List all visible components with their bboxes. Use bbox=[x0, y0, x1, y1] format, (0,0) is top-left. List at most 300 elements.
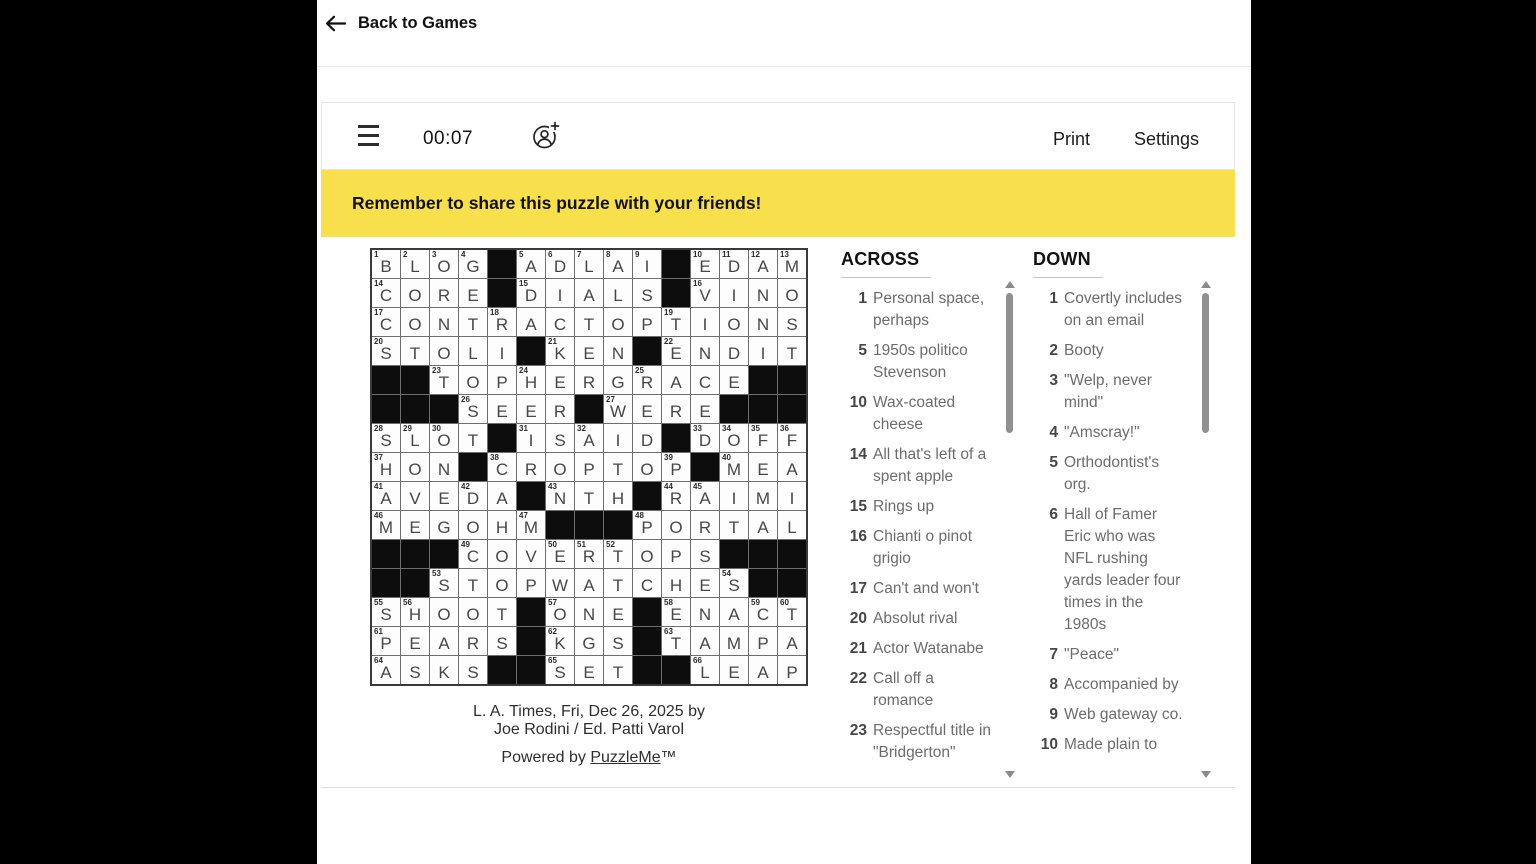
grid-cell[interactable] bbox=[633, 511, 661, 539]
clue-item[interactable] bbox=[841, 288, 1001, 332]
back-to-games-link[interactable] bbox=[325, 14, 477, 33]
grid-cell[interactable] bbox=[488, 337, 516, 365]
grid-cell[interactable] bbox=[720, 598, 748, 626]
grid-cell[interactable] bbox=[720, 279, 748, 307]
grid-cell-black bbox=[575, 395, 603, 423]
grid-cell[interactable] bbox=[459, 598, 487, 626]
back-arrow-icon bbox=[325, 15, 346, 32]
clue-item[interactable] bbox=[841, 526, 1001, 570]
clue-item[interactable] bbox=[1033, 704, 1188, 726]
grid-cell-black bbox=[778, 569, 806, 597]
clue-number: 14 bbox=[849, 446, 867, 463]
cell-letter: E bbox=[699, 402, 711, 421]
grid-cell[interactable] bbox=[546, 366, 574, 394]
grid-cell[interactable] bbox=[691, 656, 719, 684]
grid-cell[interactable] bbox=[372, 279, 400, 307]
grid-cell[interactable] bbox=[778, 453, 806, 481]
grid-cell[interactable] bbox=[430, 482, 458, 510]
across-clue-list[interactable] bbox=[841, 288, 1001, 780]
grid-cell[interactable] bbox=[662, 482, 690, 510]
grid-cell[interactable] bbox=[575, 482, 603, 510]
grid-cell[interactable] bbox=[662, 395, 690, 423]
grid-cell[interactable] bbox=[691, 308, 719, 336]
grid-cell[interactable] bbox=[691, 598, 719, 626]
grid-cell[interactable] bbox=[778, 656, 806, 684]
cell-letter: W bbox=[551, 576, 569, 595]
cell-number: 1 bbox=[374, 250, 379, 259]
cell-letter: A bbox=[728, 605, 740, 624]
grid-cell[interactable] bbox=[604, 453, 632, 481]
grid-cell[interactable] bbox=[430, 569, 458, 597]
grid-cell[interactable] bbox=[749, 337, 777, 365]
grid-cell[interactable] bbox=[488, 482, 516, 510]
grid-cell[interactable] bbox=[459, 569, 487, 597]
grid-cell[interactable] bbox=[749, 627, 777, 655]
scroll-down-arrow-icon[interactable] bbox=[1201, 771, 1211, 778]
grid-cell[interactable] bbox=[575, 424, 603, 452]
grid-cell[interactable] bbox=[372, 511, 400, 539]
grid-cell[interactable] bbox=[372, 598, 400, 626]
grid-cell[interactable] bbox=[575, 453, 603, 481]
clue-number: 21 bbox=[849, 640, 867, 657]
cell-letter: T bbox=[670, 634, 682, 653]
grid-cell[interactable] bbox=[517, 308, 545, 336]
grid-cell[interactable] bbox=[604, 482, 632, 510]
grid-cell[interactable] bbox=[401, 511, 429, 539]
grid-cell[interactable] bbox=[604, 395, 632, 423]
grid-cell[interactable] bbox=[546, 627, 574, 655]
grid-cell[interactable] bbox=[372, 424, 400, 452]
grid-cell[interactable] bbox=[488, 627, 516, 655]
grid-cell[interactable] bbox=[691, 569, 719, 597]
grid-cell[interactable] bbox=[778, 627, 806, 655]
clue-item[interactable] bbox=[1033, 422, 1188, 444]
clue-item[interactable] bbox=[1033, 452, 1188, 496]
clue-text: Actor Watanabe bbox=[873, 640, 984, 657]
grid-cell[interactable] bbox=[430, 424, 458, 452]
grid-cell[interactable] bbox=[633, 540, 661, 568]
scroll-up-arrow-icon[interactable] bbox=[1005, 281, 1015, 288]
grid-cell[interactable] bbox=[546, 540, 574, 568]
grid-cell[interactable] bbox=[720, 511, 748, 539]
cell-number: 59 bbox=[751, 598, 760, 607]
grid-cell[interactable] bbox=[459, 279, 487, 307]
grid-cell[interactable] bbox=[401, 453, 429, 481]
grid-cell[interactable] bbox=[575, 366, 603, 394]
clue-item[interactable] bbox=[1033, 504, 1188, 636]
grid-cell[interactable] bbox=[459, 308, 487, 336]
grid-cell-black bbox=[749, 395, 777, 423]
grid-cell[interactable] bbox=[749, 656, 777, 684]
grid-cell[interactable] bbox=[488, 569, 516, 597]
cell-letter: R bbox=[669, 402, 683, 421]
cell-letter: N bbox=[698, 344, 712, 363]
grid-cell[interactable] bbox=[778, 308, 806, 336]
grid-cell[interactable] bbox=[633, 424, 661, 452]
grid-cell[interactable] bbox=[430, 656, 458, 684]
grid-cell[interactable] bbox=[662, 337, 690, 365]
grid-cell[interactable] bbox=[575, 598, 603, 626]
down-scrollbar-thumb[interactable] bbox=[1202, 293, 1209, 433]
grid-cell[interactable] bbox=[604, 540, 632, 568]
cell-letter: C bbox=[698, 373, 712, 392]
cell-letter: N bbox=[756, 315, 770, 334]
grid-cell[interactable] bbox=[372, 482, 400, 510]
grid-cell[interactable] bbox=[430, 308, 458, 336]
clue-item[interactable] bbox=[1033, 370, 1188, 414]
grid-cell[interactable] bbox=[546, 453, 574, 481]
grid-cell[interactable] bbox=[691, 540, 719, 568]
grid-cell[interactable] bbox=[575, 656, 603, 684]
cell-letter: B bbox=[380, 257, 392, 276]
grid-cell[interactable] bbox=[401, 337, 429, 365]
grid-cell[interactable] bbox=[691, 279, 719, 307]
grid-cell[interactable] bbox=[459, 395, 487, 423]
clue-item[interactable] bbox=[1033, 644, 1188, 666]
grid-cell[interactable] bbox=[488, 540, 516, 568]
grid-cell[interactable] bbox=[778, 424, 806, 452]
grid-cell[interactable] bbox=[430, 598, 458, 626]
grid-cell[interactable] bbox=[546, 279, 574, 307]
grid-cell[interactable] bbox=[749, 598, 777, 626]
clue-text: "Welp, never mind" bbox=[1064, 372, 1152, 411]
grid-cell[interactable] bbox=[459, 366, 487, 394]
cell-number: 27 bbox=[606, 395, 615, 404]
grid-cell[interactable] bbox=[778, 337, 806, 365]
cell-letter: D bbox=[524, 286, 538, 305]
grid-cell[interactable] bbox=[546, 250, 574, 278]
grid-cell[interactable] bbox=[575, 337, 603, 365]
grid-cell[interactable] bbox=[372, 337, 400, 365]
grid-cell[interactable] bbox=[691, 627, 719, 655]
grid-cell[interactable] bbox=[430, 366, 458, 394]
grid-cell[interactable] bbox=[720, 424, 748, 452]
clue-text: Covertly includes on an email bbox=[1064, 290, 1183, 329]
grid-cell[interactable] bbox=[459, 337, 487, 365]
grid-cell[interactable] bbox=[401, 279, 429, 307]
grid-cell[interactable] bbox=[546, 598, 574, 626]
grid-cell[interactable] bbox=[778, 598, 806, 626]
grid-cell[interactable] bbox=[459, 424, 487, 452]
grid-cell[interactable] bbox=[575, 279, 603, 307]
grid-cell[interactable] bbox=[517, 279, 545, 307]
clue-item[interactable] bbox=[1033, 288, 1188, 332]
cell-number: 62 bbox=[548, 627, 557, 636]
grid-cell[interactable] bbox=[372, 250, 400, 278]
grid-cell[interactable] bbox=[662, 366, 690, 394]
clue-item[interactable] bbox=[1033, 734, 1188, 756]
grid-cell[interactable] bbox=[517, 511, 545, 539]
puzzleme-link[interactable]: PuzzleMe bbox=[590, 749, 661, 766]
down-heading: DOWN bbox=[1033, 249, 1103, 278]
grid-cell[interactable] bbox=[633, 308, 661, 336]
cell-letter: L bbox=[468, 344, 478, 363]
cell-letter: O bbox=[785, 286, 799, 305]
grid-cell[interactable] bbox=[459, 540, 487, 568]
cell-letter: S bbox=[496, 634, 508, 653]
grid-cell[interactable] bbox=[720, 453, 748, 481]
cell-letter: A bbox=[583, 576, 595, 595]
grid-cell[interactable] bbox=[633, 453, 661, 481]
grid-cell[interactable] bbox=[749, 453, 777, 481]
grid-cell[interactable] bbox=[517, 569, 545, 597]
grid-cell[interactable] bbox=[430, 250, 458, 278]
cell-letter: A bbox=[380, 663, 392, 682]
grid-cell[interactable] bbox=[720, 656, 748, 684]
grid-cell[interactable] bbox=[517, 250, 545, 278]
grid-cell[interactable] bbox=[430, 511, 458, 539]
cell-letter: T bbox=[786, 605, 798, 624]
grid-cell[interactable] bbox=[372, 308, 400, 336]
grid-cell[interactable] bbox=[459, 511, 487, 539]
cell-letter: O bbox=[611, 315, 625, 334]
grid-cell[interactable] bbox=[778, 250, 806, 278]
cell-letter: S bbox=[467, 663, 479, 682]
cell-letter: O bbox=[553, 460, 567, 479]
scroll-up-arrow-icon[interactable] bbox=[1201, 281, 1211, 288]
grid-cell[interactable] bbox=[430, 627, 458, 655]
add-player-button[interactable] bbox=[531, 121, 561, 154]
cell-letter: O bbox=[437, 431, 451, 450]
cell-letter: P bbox=[583, 460, 595, 479]
grid-cell[interactable] bbox=[372, 656, 400, 684]
cell-letter: S bbox=[728, 576, 740, 595]
grid-cell[interactable] bbox=[546, 482, 574, 510]
clue-item[interactable] bbox=[841, 392, 1001, 436]
grid-cell-black bbox=[691, 453, 719, 481]
clue-item[interactable] bbox=[841, 720, 1001, 764]
clue-text: Booty bbox=[1064, 342, 1104, 359]
grid-cell[interactable] bbox=[691, 250, 719, 278]
cell-number: 57 bbox=[548, 598, 557, 607]
grid-cell[interactable] bbox=[575, 569, 603, 597]
clue-item[interactable] bbox=[841, 444, 1001, 488]
cell-letter: S bbox=[554, 431, 566, 450]
grid-cell[interactable] bbox=[430, 337, 458, 365]
grid-cell[interactable] bbox=[372, 627, 400, 655]
cell-letter: S bbox=[612, 634, 624, 653]
grid-cell[interactable] bbox=[604, 366, 632, 394]
grid-cell[interactable] bbox=[488, 511, 516, 539]
grid-cell[interactable] bbox=[749, 424, 777, 452]
grid-cell[interactable] bbox=[662, 453, 690, 481]
grid-cell[interactable] bbox=[604, 656, 632, 684]
grid-cell[interactable] bbox=[633, 279, 661, 307]
grid-cell[interactable] bbox=[546, 424, 574, 452]
cell-letter: T bbox=[786, 344, 798, 363]
grid-cell[interactable] bbox=[372, 453, 400, 481]
grid-cell[interactable] bbox=[604, 279, 632, 307]
grid-cell[interactable] bbox=[691, 511, 719, 539]
clue-number: 1 bbox=[1049, 290, 1058, 307]
clue-item[interactable] bbox=[1033, 674, 1188, 696]
clue-text: Orthodontist's org. bbox=[1064, 454, 1160, 493]
menu-button[interactable] bbox=[358, 125, 380, 152]
grid-cell[interactable] bbox=[488, 598, 516, 626]
grid-cell[interactable] bbox=[720, 482, 748, 510]
grid-cell[interactable] bbox=[517, 453, 545, 481]
cell-letter: S bbox=[467, 402, 479, 421]
grid-cell[interactable] bbox=[662, 598, 690, 626]
grid-cell[interactable] bbox=[517, 540, 545, 568]
clue-text: Absolut rival bbox=[873, 610, 958, 627]
print-button[interactable]: Print bbox=[1053, 129, 1091, 149]
grid-cell[interactable] bbox=[459, 250, 487, 278]
clue-item[interactable] bbox=[841, 608, 1001, 630]
grid-cell[interactable] bbox=[575, 308, 603, 336]
grid-cell[interactable] bbox=[604, 627, 632, 655]
grid-cell-black bbox=[517, 598, 545, 626]
grid-cell-black bbox=[720, 540, 748, 568]
cell-letter: N bbox=[756, 286, 770, 305]
cell-number: 9 bbox=[635, 250, 640, 259]
clue-item[interactable] bbox=[841, 578, 1001, 600]
settings-button[interactable]: Settings bbox=[1134, 129, 1200, 149]
grid-cell[interactable] bbox=[633, 569, 661, 597]
clue-item[interactable] bbox=[841, 668, 1001, 712]
cell-letter: R bbox=[495, 315, 509, 334]
grid-cell[interactable] bbox=[401, 424, 429, 452]
grid-cell[interactable] bbox=[546, 395, 574, 423]
cell-letter: A bbox=[670, 373, 682, 392]
cell-number: 56 bbox=[403, 598, 412, 607]
cell-letter: D bbox=[698, 431, 712, 450]
grid-cell[interactable] bbox=[720, 250, 748, 278]
grid-cell[interactable] bbox=[691, 366, 719, 394]
grid-cell[interactable] bbox=[749, 279, 777, 307]
grid-cell[interactable] bbox=[778, 482, 806, 510]
grid-cell[interactable] bbox=[633, 395, 661, 423]
grid-cell[interactable] bbox=[691, 337, 719, 365]
grid-cell[interactable] bbox=[517, 395, 545, 423]
across-scrollbar-thumb[interactable] bbox=[1006, 293, 1013, 433]
cell-letter: T bbox=[583, 315, 595, 334]
grid-cell[interactable] bbox=[517, 366, 545, 394]
cell-number: 35 bbox=[751, 424, 760, 433]
grid-cell[interactable] bbox=[430, 453, 458, 481]
cell-letter: A bbox=[786, 634, 798, 653]
grid-cell[interactable] bbox=[604, 569, 632, 597]
cell-letter: E bbox=[525, 402, 537, 421]
cell-number: 11 bbox=[722, 250, 731, 259]
grid-cell[interactable] bbox=[749, 511, 777, 539]
grid-cell[interactable] bbox=[720, 569, 748, 597]
grid-cell[interactable] bbox=[546, 308, 574, 336]
scroll-down-arrow-icon[interactable] bbox=[1005, 771, 1015, 778]
cell-letter: D bbox=[466, 489, 480, 508]
grid-cell[interactable] bbox=[575, 627, 603, 655]
cell-number: 51 bbox=[577, 540, 586, 549]
grid-cell[interactable] bbox=[720, 627, 748, 655]
cell-letter: R bbox=[582, 373, 596, 392]
grid-cell[interactable] bbox=[633, 250, 661, 278]
cell-letter: H bbox=[408, 605, 422, 624]
grid-cell[interactable] bbox=[662, 308, 690, 336]
puzzle-credit-line1: L. A. Times, Fri, Dec 26, 2025 by bbox=[472, 703, 706, 720]
grid-cell[interactable] bbox=[575, 540, 603, 568]
grid-cell-black bbox=[662, 656, 690, 684]
grid-cell[interactable] bbox=[488, 366, 516, 394]
grid-cell[interactable] bbox=[691, 482, 719, 510]
clue-item[interactable] bbox=[841, 496, 1001, 518]
grid-cell[interactable] bbox=[749, 482, 777, 510]
grid-cell[interactable] bbox=[401, 598, 429, 626]
grid-cell[interactable] bbox=[749, 308, 777, 336]
crossword-grid[interactable] bbox=[370, 248, 808, 686]
grid-cell[interactable] bbox=[401, 308, 429, 336]
grid-cell[interactable] bbox=[633, 366, 661, 394]
grid-cell[interactable] bbox=[720, 308, 748, 336]
grid-cell[interactable] bbox=[662, 540, 690, 568]
cell-letter: F bbox=[786, 431, 798, 450]
clue-text: Respectful title in "Bridgerton" bbox=[873, 722, 992, 761]
cell-number: 49 bbox=[461, 540, 470, 549]
grid-cell[interactable] bbox=[546, 656, 574, 684]
clue-text: Hall of Famer Eric who was NFL rushing yards leader four times in the 1980s bbox=[1064, 506, 1181, 633]
grid-cell[interactable] bbox=[401, 250, 429, 278]
down-scrollbar[interactable] bbox=[1201, 281, 1211, 778]
down-clue-list[interactable] bbox=[1033, 288, 1188, 780]
grid-cell[interactable] bbox=[720, 337, 748, 365]
grid-cell[interactable] bbox=[604, 250, 632, 278]
grid-cell[interactable] bbox=[546, 569, 574, 597]
grid-cell[interactable] bbox=[575, 250, 603, 278]
grid-cell[interactable] bbox=[662, 627, 690, 655]
across-scrollbar[interactable] bbox=[1005, 281, 1015, 778]
grid-cell[interactable] bbox=[691, 395, 719, 423]
grid-cell[interactable] bbox=[778, 279, 806, 307]
cell-letter: L bbox=[584, 257, 594, 276]
clue-item[interactable] bbox=[841, 340, 1001, 384]
cell-letter: A bbox=[612, 257, 624, 276]
grid-cell[interactable] bbox=[662, 511, 690, 539]
grid-cell[interactable] bbox=[604, 424, 632, 452]
grid-cell[interactable] bbox=[401, 482, 429, 510]
clue-item[interactable] bbox=[1033, 340, 1188, 362]
grid-cell[interactable] bbox=[546, 337, 574, 365]
cell-letter: N bbox=[553, 489, 567, 508]
grid-cell[interactable] bbox=[749, 250, 777, 278]
cell-letter: O bbox=[466, 605, 480, 624]
cell-letter: D bbox=[640, 431, 654, 450]
grid-cell[interactable] bbox=[401, 656, 429, 684]
grid-cell[interactable] bbox=[691, 424, 719, 452]
cell-letter: E bbox=[496, 402, 508, 421]
grid-cell[interactable] bbox=[430, 279, 458, 307]
clue-text: Web gateway co. bbox=[1064, 706, 1183, 723]
grid-cell[interactable] bbox=[517, 424, 545, 452]
grid-cell[interactable] bbox=[488, 308, 516, 336]
grid-cell[interactable] bbox=[459, 656, 487, 684]
grid-cell[interactable] bbox=[459, 627, 487, 655]
content-bottom-border bbox=[321, 787, 1235, 788]
clue-number: 6 bbox=[1049, 506, 1058, 523]
grid-cell-black bbox=[633, 598, 661, 626]
grid-cell[interactable] bbox=[459, 482, 487, 510]
grid-cell[interactable] bbox=[604, 598, 632, 626]
grid-cell[interactable] bbox=[662, 569, 690, 597]
grid-cell[interactable] bbox=[604, 337, 632, 365]
grid-cell[interactable] bbox=[778, 511, 806, 539]
clue-item[interactable] bbox=[841, 638, 1001, 660]
cell-number: 12 bbox=[751, 250, 760, 259]
grid-cell[interactable] bbox=[488, 453, 516, 481]
grid-cell[interactable] bbox=[488, 395, 516, 423]
grid-cell-black bbox=[430, 540, 458, 568]
grid-cell[interactable] bbox=[604, 308, 632, 336]
grid-cell[interactable] bbox=[401, 627, 429, 655]
grid-cell[interactable] bbox=[720, 366, 748, 394]
